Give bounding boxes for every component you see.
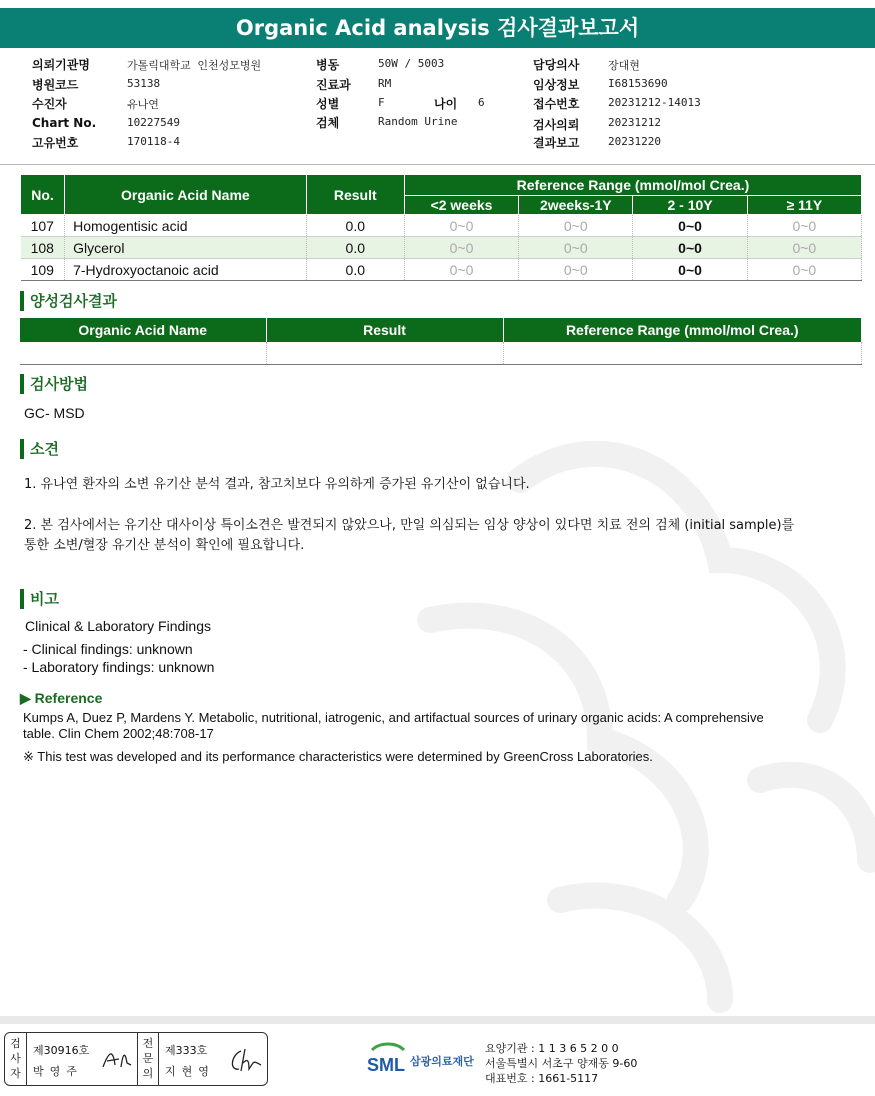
row-result: 0.0 [306,259,404,281]
specialist-signature-icon [227,1045,265,1075]
age-label: 나이 [434,97,458,111]
info-label: 담당의사 [533,58,580,72]
info-label: 병원코드 [32,78,79,92]
col-header-reference: Reference Range (mmol/mol Crea.) [404,175,861,196]
info-value: RM [378,77,392,90]
tester-signature-icon [99,1045,133,1073]
report-title: Organic Acid analysis 검사결과보고서 [0,8,875,48]
info-value: 20231212 [608,116,661,129]
row-name: 7-Hydroxyoctanoic acid [65,259,307,281]
row-result: 0.0 [306,237,404,259]
positive-results-heading: 양성검사결과 [20,291,117,311]
logo-text: SML [367,1055,405,1075]
row-ref: 0~0 [633,215,747,237]
col-header-ref-age: 2weeks-1Y [519,196,633,215]
col-header-ref-age: <2 weeks [404,196,518,215]
specialist-number: 제333호 [165,1044,208,1057]
footer-divider [0,1016,875,1024]
row-no: 107 [21,215,65,237]
table-row [21,259,862,281]
reference-text-cont: table. Clin Chem 2002;48:708-17 [23,726,214,741]
info-label: 성별 [316,97,340,111]
row-no: 108 [21,237,65,259]
disclaimer-note: ※ This test was developed and its performance characteristics were determined by GreenCross Laboratories. [23,749,653,764]
col-header-result: Result [266,318,503,342]
remarks-line: - Laboratory findings: unknown [23,659,215,675]
col-header-ref-age: 2 - 10Y [633,196,747,215]
info-value: F [378,96,385,109]
info-label: 고유번호 [32,136,79,150]
table-row [21,237,862,259]
col-header-name: Organic Acid Name [20,318,266,342]
empty-cell [503,342,862,364]
row-ref: 0~0 [519,215,633,237]
address: 서울특별시 서초구 양재동 9-60 [485,1057,638,1070]
info-value: 가톨릭대학교 인천성모병원 [127,59,262,72]
finding-paragraph-1: 1. 유나연 환자의 소변 유기산 분석 결과, 참고치보다 유의하게 증가된 유기산이 없습니다. [24,477,530,492]
specialist-name: 지현영 [165,1065,215,1078]
signature-box [4,1032,268,1086]
info-label: 임상정보 [533,78,580,92]
method-text: GC- MSD [24,405,85,421]
col-header-result: Result [306,175,404,215]
findings-heading: 소견 [20,439,59,459]
info-label: 의뢰기관명 [32,58,90,72]
info-label: 결과보고 [533,136,580,150]
row-ref: 0~0 [519,259,633,281]
info-label: 병동 [316,58,340,72]
info-value: Random Urine [378,115,458,128]
col-header-no: No. [21,175,65,215]
info-label: 접수번호 [533,97,580,111]
specialist-label: 전 문 의 [137,1033,159,1085]
info-value: 20231212-14013 [608,96,701,109]
reference-heading: ▶ Reference [20,690,103,706]
method-heading: 검사방법 [20,374,88,394]
remarks-line: - Clinical findings: unknown [23,641,193,657]
divider [0,164,875,165]
info-label: 진료과 [316,78,351,92]
positive-results-table [20,318,862,365]
info-label: 수진자 [32,97,67,111]
info-value: 50W / 5003 [378,57,445,70]
tester-number: 제30916호 [33,1044,90,1057]
row-no: 109 [21,259,65,281]
results-table [20,174,862,281]
info-label: 검사의뢰 [533,118,580,132]
finding-paragraph-2: 2. 본 검사에서는 유기산 대사이상 특이소견은 발견되지 않았으나, 만일 의심되는 임상 양상이 있다면 치료 전의 검체 (initial sample)를 [24,518,795,533]
row-ref: 0~0 [747,259,861,281]
row-name: Glycerol [65,237,307,259]
tester-label: 검 사 자 [5,1033,27,1085]
info-value: 20231220 [608,135,661,148]
info-value: 장대현 [608,59,640,72]
row-ref: 0~0 [519,237,633,259]
info-label: Chart No. [32,116,97,130]
row-result: 0.0 [306,215,404,237]
info-value: 170118-4 [127,135,180,148]
col-header-name: Organic Acid Name [65,175,307,215]
col-header-ref-age: ≥ 11Y [747,196,861,215]
institution-code: 요양기관 : 1 1 3 6 5 2 0 0 [485,1042,619,1055]
table-row [20,342,862,364]
empty-cell [266,342,503,364]
tester-name: 박영주 [33,1065,83,1078]
row-name: Homogentisic acid [65,215,307,237]
org-name: 삼광의료재단 [410,1055,474,1068]
remarks-line: Clinical & Laboratory Findings [25,618,211,634]
age-value: 6 [478,96,485,109]
info-value: 유나연 [127,98,159,111]
finding-paragraph-2-cont: 통한 소변/혈장 유기산 분석이 확인에 필요합니다. [24,538,305,553]
table-row [21,215,862,237]
row-ref: 0~0 [747,215,861,237]
info-value: I68153690 [608,77,668,90]
row-ref: 0~0 [404,259,518,281]
info-value: 53138 [127,77,161,90]
phone: 대표번호 : 1661-5117 [485,1072,599,1085]
info-label: 검체 [316,116,340,130]
row-ref: 0~0 [404,215,518,237]
sml-logo-icon [366,1040,408,1078]
row-ref: 0~0 [404,237,518,259]
row-ref: 0~0 [633,259,747,281]
info-value: 10227549 [127,116,180,129]
col-header-reference: Reference Range (mmol/mol Crea.) [503,318,862,342]
empty-cell [20,342,266,364]
reference-text: Kumps A, Duez P, Mardens Y. Metabolic, nutritional, iatrogenic, and artifactual sources of urinary organic acids: A comprehensive [23,710,764,725]
patient-info [0,56,875,164]
remarks-heading: 비고 [20,589,59,609]
row-ref: 0~0 [747,237,861,259]
row-ref: 0~0 [633,237,747,259]
